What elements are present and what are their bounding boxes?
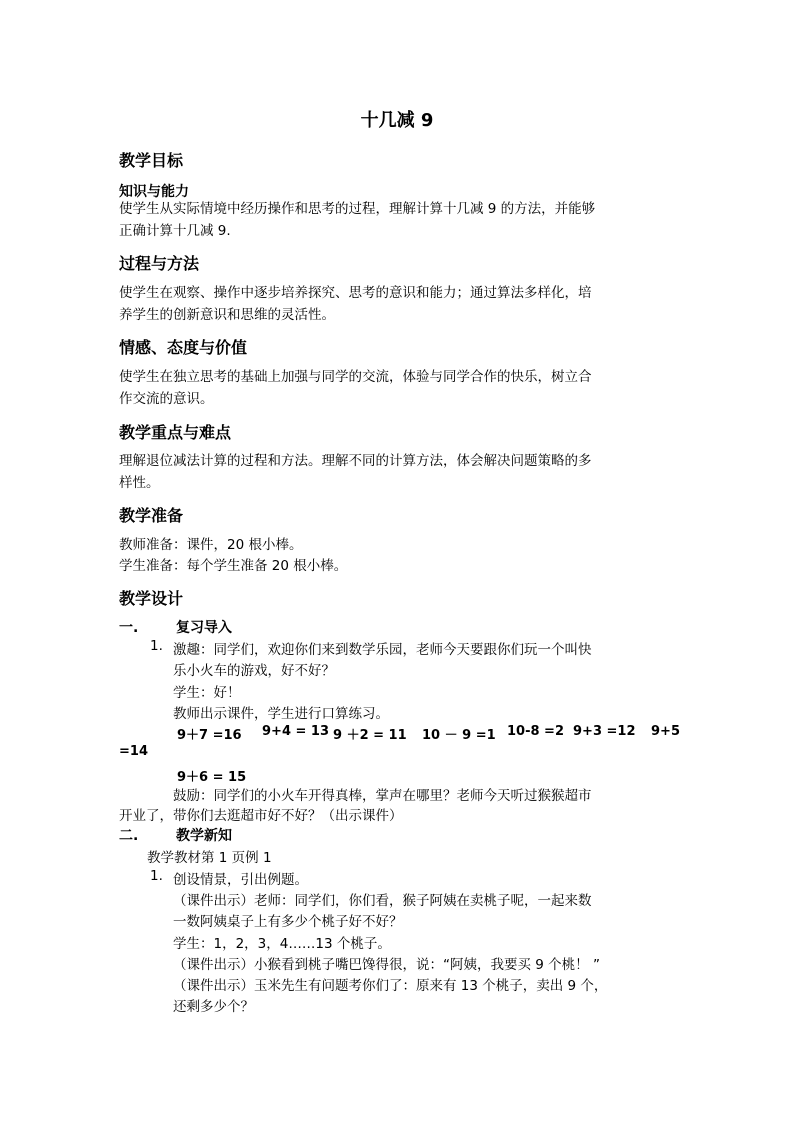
- math-expr-6: 9+3 =12: [573, 724, 636, 739]
- teacher-show: 教师出示课件，学生进行口算练习。: [173, 706, 389, 722]
- math-expr-5: 10-8 =2: [507, 724, 564, 739]
- paragraph-knowledge-2: 正确计算十几减 9.: [119, 223, 231, 239]
- paragraph-knowledge-1: 使学生从实际情境中经历操作和思考的过程，理解计算十几减 9 的方法，并能够: [119, 201, 596, 217]
- item1-line-2: 乐小火车的游戏，好不好？: [173, 663, 335, 679]
- section-2-number: 二.: [119, 828, 139, 844]
- heading-process: 过程与方法: [119, 254, 200, 273]
- paragraph-prep-1: 教师准备：课件，20 根小棒。: [119, 537, 303, 553]
- math-expr-4: 10 － 9 =1: [422, 728, 496, 743]
- courseware-2-line-1: （课件出示）小猴看到桃子嘴巴馋得很，说：“阿姨，我要买 9 个桃！ ”: [173, 957, 600, 973]
- paragraph-focus-2: 样性。: [119, 475, 160, 491]
- math-expr-7: 9+5: [651, 724, 680, 739]
- paragraph-prep-2: 学生准备：每个学生准备 20 根小棒。: [119, 558, 348, 574]
- math-expr-1: 9＋7 =16: [177, 728, 242, 743]
- textbook-reference: 教学教材第 1 页例 1: [147, 850, 272, 866]
- heading-design: 教学设计: [119, 589, 184, 608]
- math-expr-8: 9＋6 = 15: [177, 770, 247, 785]
- heading-emotion: 情感、态度与价值: [119, 338, 248, 357]
- list-number-2: 1.: [150, 868, 163, 884]
- heading-teaching-goals: 教学目标: [119, 151, 184, 170]
- heading-focus: 教学重点与难点: [119, 423, 232, 442]
- section-2-title: 教学新知: [176, 828, 232, 844]
- list-number-1: 1.: [150, 638, 163, 654]
- section-1-title: 复习导入: [176, 620, 232, 636]
- item2-text: 创设情景，引出例题。: [173, 872, 308, 888]
- courseware-3-line-2: 还剩多少个？: [173, 999, 254, 1015]
- item1-line-1: 激趣：同学们，欢迎你们来到数学乐园，老师今天要跟你们玩一个叫快: [173, 642, 592, 658]
- paragraph-emotion-1: 使学生在独立思考的基础上加强与同学的交流，体验与同学合作的快乐，树立合: [119, 369, 592, 385]
- section-1-number: 一.: [119, 620, 139, 636]
- student-reply: 学生：好！: [173, 685, 241, 701]
- paragraph-emotion-2: 作交流的意识。: [119, 391, 214, 407]
- courseware-3-line-1: （课件出示）玉米先生有问题考你们了：原来有 13 个桃子，卖出 9 个，: [173, 978, 608, 994]
- encourage-line-1: 鼓励：同学们的小火车开得真棒，掌声在哪里？老师今天听过猴猴超市: [173, 788, 592, 804]
- courseware-1-line-2: 一数阿姨桌子上有多少个桃子好不好？: [173, 914, 403, 930]
- math-expr-3: 9 ＋2 = 11: [333, 728, 407, 743]
- courseware-1-line-1: （课件出示）老师：同学们，你们看，猴子阿姨在卖桃子呢，一起来数: [173, 893, 592, 909]
- encourage-line-2: 开业了，带你们去逛超市好不好？（出示课件）: [119, 808, 403, 824]
- heading-prep: 教学准备: [119, 506, 184, 525]
- paragraph-process-1: 使学生在观察、操作中逐步培养探究、思考的意识和能力；通过算法多样化，培: [119, 285, 592, 301]
- page-title: 十几减 9: [360, 110, 434, 131]
- math-expr-wrap: =14: [119, 744, 148, 759]
- math-expr-2: 9+4 = 13: [262, 724, 330, 739]
- paragraph-process-2: 养学生的创新意识和思维的灵活性。: [119, 307, 335, 323]
- heading-knowledge: 知识与能力: [119, 184, 189, 200]
- student-count: 学生：1，2，3，4……13 个桃子。: [173, 936, 391, 952]
- paragraph-focus-1: 理解退位减法计算的过程和方法。理解不同的计算方法，体会解决问题策略的多: [119, 453, 592, 469]
